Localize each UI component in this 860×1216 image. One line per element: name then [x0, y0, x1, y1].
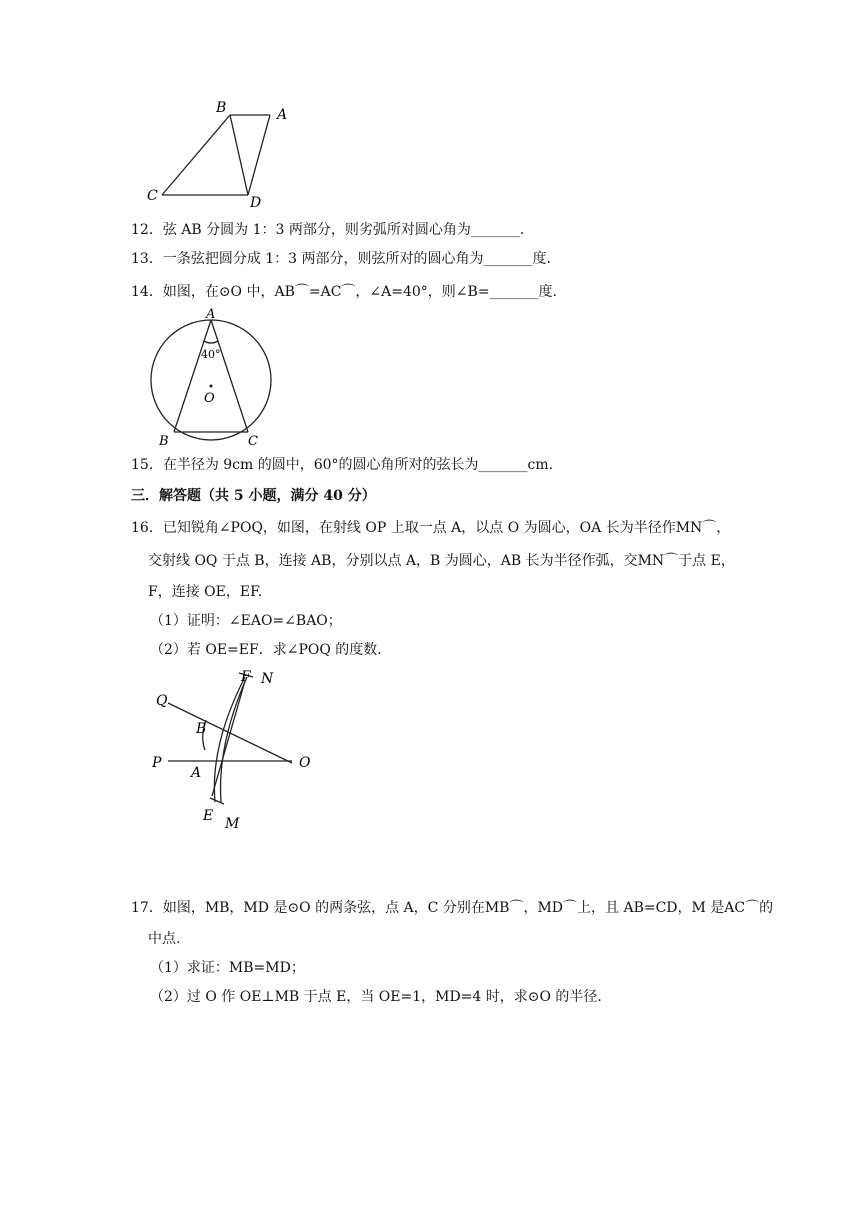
label-C: C [147, 188, 158, 204]
question-12: 12．弦 AB 分圆为 1：3 两部分，则劣弧所对圆心角为_______. [131, 222, 525, 238]
circle-triangle-figure [140, 305, 290, 450]
question-13: 13．一条弦把圆分成 1：3 两部分，则弦所对的圆心角为_______度. [131, 251, 551, 267]
section-heading: 三．解答题（共 5 小题，满分 40 分） [131, 488, 376, 504]
question-17-line1: 17．如图，MB，MD 是⊙O 的两条弦，点 A，C 分别在MB⌒，MD⌒上，且 AB=CD，M 是AC⌒的 [131, 900, 774, 916]
label-B: B [196, 721, 207, 737]
label-B: B [216, 100, 227, 116]
label-C: C [248, 434, 258, 449]
label-A: A [277, 107, 288, 123]
label-N: N [261, 671, 274, 687]
label-B: B [159, 434, 169, 449]
question-16-part1: （1）证明：∠EAO=∠BAO； [150, 613, 342, 629]
label-M: M [225, 816, 240, 832]
label-P: P [152, 755, 162, 771]
question-14: 14．如图，在⊙O 中，AB⌒=AC⌒，∠A=40°，则∠B=_______度. [131, 284, 558, 300]
construction-figure [145, 665, 330, 835]
label-F: F [241, 669, 251, 685]
label-A: A [206, 307, 216, 322]
label-O: O [299, 755, 311, 771]
question-16-line2: 交射线 OQ 于点 B，连接 AB，分别以点 A，B 为圆心，AB 长为半径作弧，交MN⌒于点 E， [148, 553, 735, 569]
label-D: D [250, 195, 262, 211]
question-16-line1: 16．已知锐角∠POQ，如图，在射线 OP 上取一点 A，以点 O 为圆心，OA 长为半径作MN⌒， [131, 520, 731, 536]
question-17-part2: （2）过 O 作 OE⊥MB 于点 E，当 OE=1，MD=4 时，求⊙O 的半径. [150, 989, 602, 1005]
question-17-part1: （1）求证：MB=MD； [150, 960, 305, 976]
angle-label: 40° [201, 348, 221, 361]
label-E: E [203, 808, 214, 824]
parallelogram-figure [140, 96, 310, 216]
question-17-line2: 中点. [148, 931, 181, 947]
question-15: 15．在半径为 9cm 的圆中，60°的圆心角所对的弦长为_______cm. [131, 457, 554, 473]
label-Q: Q [156, 693, 168, 709]
question-16-line3: F，连接 OE，EF. [148, 584, 263, 600]
question-16-part2: （2）若 OE=EF．求∠POQ 的度数. [150, 642, 382, 658]
label-O: O [204, 391, 215, 406]
label-A: A [191, 765, 202, 781]
